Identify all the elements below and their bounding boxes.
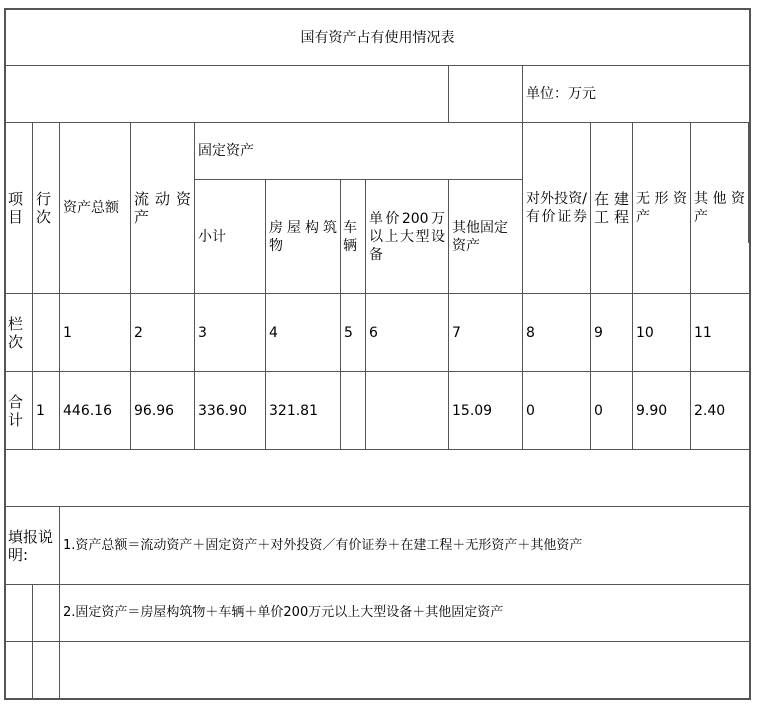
total-value: 321.81 [269,402,318,419]
header-row-no: 行次 [36,190,52,226]
total-value: 0 [526,402,535,419]
header-buildings: 房屋构筑物 [269,219,337,254]
column-number: 2 [134,324,143,341]
header-investments: 对外投资/有价证券 [526,191,587,225]
column-number: 4 [269,324,278,341]
column-number: 6 [369,324,378,341]
total-row-number: 1 [36,402,45,419]
grid-line [32,584,33,698]
total-value: 0 [594,402,603,419]
total-value: 446.16 [63,402,112,419]
header-item: 项目 [8,190,24,226]
column-number: 10 [636,324,654,341]
total-value: 15.09 [452,402,493,419]
header-total-assets: 资产总额 [63,200,119,216]
column-number: 1 [63,324,72,341]
notes-line-1: 1.资产总额＝流动资产＋固定资产＋对外投资／有价证券＋在建工程＋无形资产＋其他资产 [63,537,583,553]
total-value: 96.96 [134,402,175,419]
header-fixed-assets: 固定资产 [198,143,254,159]
total-value [341,372,365,449]
column-number: 3 [198,324,207,341]
header-fixed-subtotal: 小计 [198,228,226,245]
column-number: 8 [526,324,535,341]
header-large-equipment: 单价200万以上大型设备 [369,210,445,263]
grid-line [448,65,449,122]
header-intangible: 无形资产 [636,191,687,225]
column-number-label: 栏次 [8,314,24,351]
total-row-label: 合计 [8,392,24,429]
header-other-fixed: 其他固定资产 [452,219,508,254]
grid-line [4,641,751,642]
header-vehicles: 车辆 [343,219,357,254]
unit-label: 单位：万元 [526,86,596,102]
column-number: 7 [452,324,461,341]
grid-line [748,122,750,243]
column-number: 11 [694,324,712,341]
total-value: 2.40 [694,402,726,419]
table-title: 国有资产占有使用情况表 [300,29,455,46]
total-value: 9.90 [636,402,668,419]
column-number: 5 [344,324,353,341]
header-current-assets: 流动资产 [134,190,191,226]
column-number: 9 [594,324,603,341]
total-value [366,372,448,449]
notes-label: 填报说明: [8,527,54,564]
total-value: 336.90 [198,402,247,419]
header-in-construction: 在建工程 [594,190,629,226]
notes-line-2: 2.固定资产＝房屋构筑物＋车辆＋单价200万元以上大型设备＋其他固定资产 [63,605,504,620]
header-other-assets: 其他资产 [694,191,745,225]
grid-line [4,449,751,450]
